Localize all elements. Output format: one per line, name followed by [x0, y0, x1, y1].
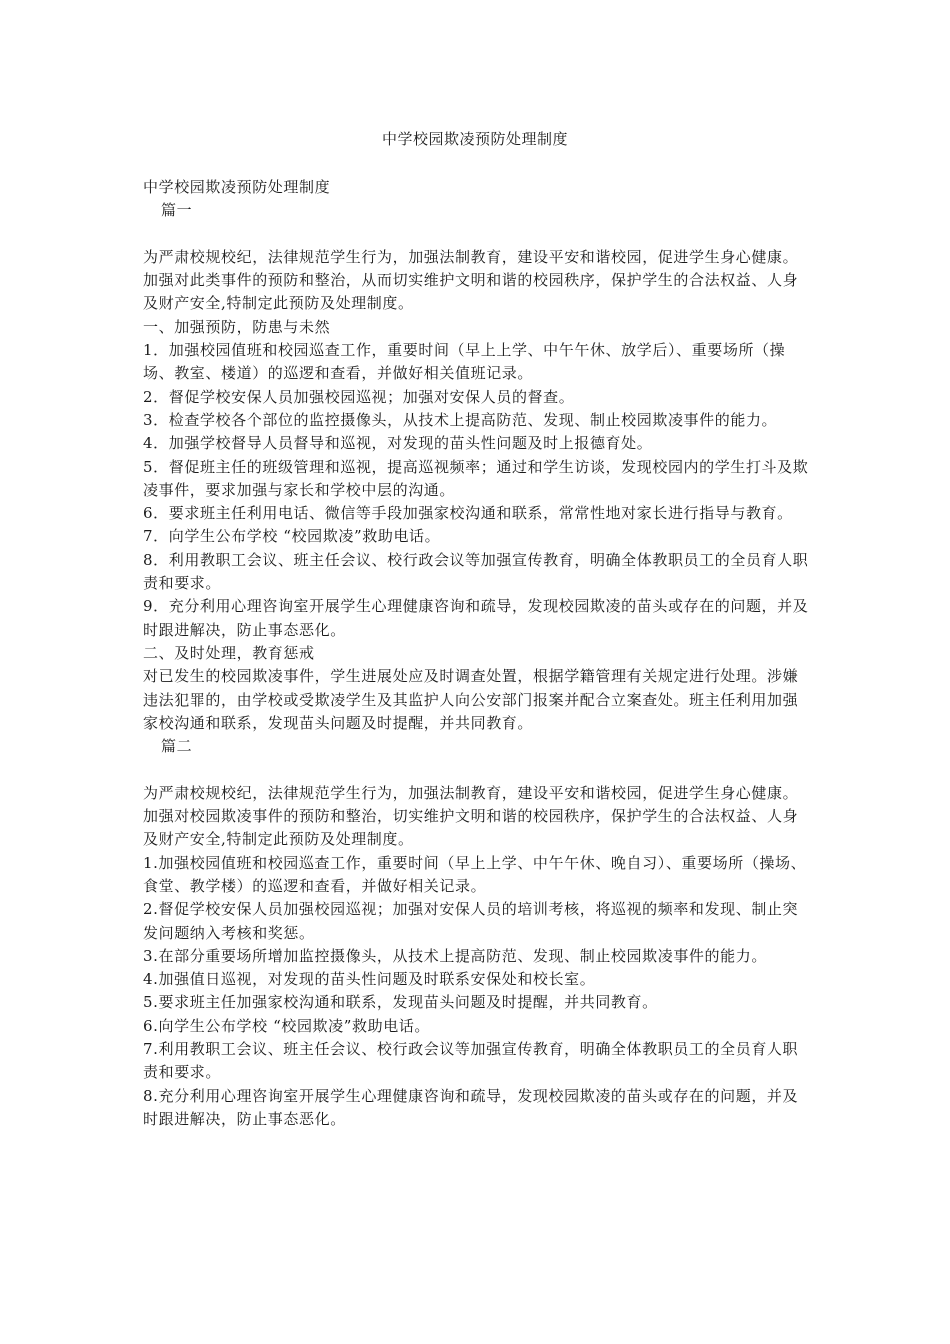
part1-item: 6．要求班主任利用电话、微信等手段加强家校沟通和联系，常常性地对家长进行指导与教育。 — [143, 504, 793, 523]
part2-item: 8.充分利用心理咨询室开展学生心理健康咨询和疏导，发现校园欺凌的苗头或存在的问题，并及时跟进解决，防止事态恶化。 — [143, 1086, 799, 1128]
part2-item: 4.加强值日巡视，对发现的苗头性问题及时联系安保处和校长室。 — [143, 970, 596, 989]
document-body — [143, 176, 813, 1131]
part2-item: 7.利用教职工会议、班主任会议、校行政会议等加强宣传教育，明确全体教职员工的全员育人职责和要求。 — [143, 1039, 799, 1082]
part2-item: 1.加强校园值班和校园巡查工作，重要时间（早上上学、中午午休、晚自习）、重要场所（操场、食堂、教学楼）的巡逻和查看，并做好相关记录。 — [143, 853, 807, 895]
part1-item: 5．督促班主任的班级管理和巡视，提高巡视频率；通过和学生访谈，发现校园内的学生打斗及欺凌事件，要求加强与家长和学校中层的沟通。 — [143, 457, 809, 499]
part2-item: 3.在部分重要场所增加监控摄像头，从技术上提高防范、发现、制止校园欺凌事件的能力。 — [143, 946, 767, 965]
part1-intro: 为严肃校规校纪，法律规范学生行为，加强法制教育，建设平安和谐校园，促进学生身心健康。加强对此类事件的预防和整治，从而切实维护文明和谐的校园秩序，保护学生的合法权益、人身及财产安全,特制定此预防及处理制度。 — [143, 247, 799, 313]
part1-item: 7．向学生公布学校 “校园欺凌”救助电话。 — [143, 527, 441, 546]
spacer — [143, 758, 813, 781]
part1-section2-title: 二、及时处理，教育惩戒 — [143, 643, 315, 662]
part1-item: 1．加强校园值班和校园巡查工作，重要时间（早上上学、中午午休、放学后）、重要场所（操场、教室、楼道）的巡逻和查看，并做好相关值班记录。 — [143, 341, 786, 383]
part2-heading: 篇二 — [161, 737, 193, 756]
part1-section1-title: 一、加强预防，防患与未然 — [143, 317, 331, 336]
part1-item: 8．利用教职工会议、班主任会议、校行政会议等加强宣传教育，明确全体教职员工的全员育人职责和要求。 — [143, 550, 809, 593]
part1-item: 3．检查学校各个部位的监控摄像头，从技术上提高防范、发现、制止校园欺凌事件的能力。 — [143, 410, 778, 429]
part2-intro: 为严肃校规校纪，法律规范学生行为，加强法制教育，建设平安和谐校园，促进学生身心健康。加强对校园欺凌事件的预防和整治，切实维护文明和谐的校园秩序，保护学生的合法权益、人身及财产安全,特制定此预防及处理制度。 — [143, 783, 799, 849]
document-title: 中学校园欺凌预防处理制度 — [381, 130, 568, 148]
part2-item: 6.向学生公布学校 “校园欺凌”救助电话。 — [143, 1016, 431, 1035]
part1-item: 2．督促学校安保人员加强校园巡视；加强对安保人员的督查。 — [143, 387, 575, 406]
part1-item: 9．充分利用心理咨询室开展学生心理健康咨询和疏导，发现校园欺凌的苗头或存在的问题，并及时跟进解决，防止事态恶化。 — [143, 597, 809, 639]
document-subtitle: 中学校园欺凌预防处理制度 — [143, 178, 331, 196]
part2-item: 2.督促学校安保人员加强校园巡视；加强对安保人员的培训考核，将巡视的频率和发现、制止突发问题纳入考核和奖惩。 — [143, 900, 799, 942]
part1-section2-text: 对已发生的校园欺凌事件，学生进展处应及时调查处置，根据学籍管理有关规定进行处理。涉嫌违法犯罪的，由学校或受欺凌学生及其监护人向公安部门报案并配合立案查处。班主任利用加强家校沟通和联系，发现苗头问题及时提醒，并共同教育。 — [143, 667, 799, 732]
part1-item: 4．加强学校督导人员督导和巡视，对发现的苗头性问题及时上报德育处。 — [143, 434, 653, 453]
part1-heading: 篇一 — [161, 201, 193, 220]
spacer — [143, 223, 813, 246]
part2-item: 5.要求班主任加强家校沟通和联系，发现苗头问题及时提醒，并共同教育。 — [143, 993, 658, 1012]
